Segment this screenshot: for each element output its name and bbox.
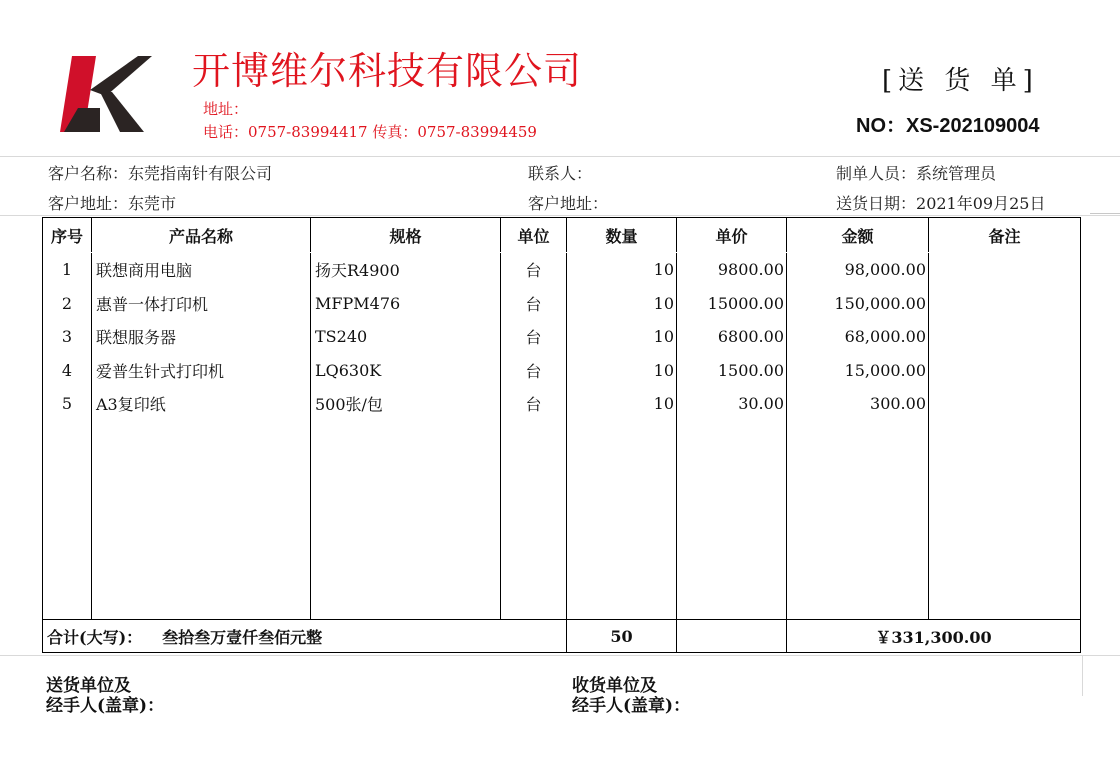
sheet-gridline xyxy=(0,215,1120,216)
table-row xyxy=(43,387,1081,421)
maker-field xyxy=(836,161,996,184)
sheet-gridline xyxy=(1082,656,1083,696)
cell-qty: 10 xyxy=(567,287,677,321)
cell-no: 1 xyxy=(43,253,92,287)
cell-spec: MFPM476 xyxy=(311,287,501,321)
cell-price: 15000.00 xyxy=(677,287,787,321)
sender-label-line1: 送货单位及 xyxy=(46,676,131,696)
total-label-cell xyxy=(43,620,567,653)
cell-note xyxy=(929,253,1081,287)
cell-qty: 10 xyxy=(567,320,677,354)
cell-note xyxy=(929,354,1081,388)
delivery-date-label: 送货日期： xyxy=(836,194,917,213)
cell-no: 2 xyxy=(43,287,92,321)
cell-amount: 15,000.00 xyxy=(787,354,929,388)
cell-amount: 68,000.00 xyxy=(787,320,929,354)
cell-price: 1500.00 xyxy=(677,354,787,388)
cell-product-name: 联想服务器 xyxy=(92,320,311,354)
cell-spec: TS240 xyxy=(311,320,501,354)
total-label: 合计(大写)： xyxy=(47,627,143,647)
column-header: 金额 xyxy=(787,218,929,253)
cell-no: 3 xyxy=(43,320,92,354)
table-row xyxy=(43,320,1081,354)
total-qty: 50 xyxy=(567,620,677,653)
column-header: 产品名称 xyxy=(92,218,311,253)
table-empty-space xyxy=(43,421,1081,620)
delivery-date-field xyxy=(836,191,1045,214)
column-header: 规格 xyxy=(311,218,501,253)
cell-no: 4 xyxy=(43,354,92,388)
cell-note xyxy=(929,320,1081,354)
cell-note xyxy=(929,387,1081,421)
total-amount-in-words: 叁拾叁万壹仟叁佰元整 xyxy=(162,627,323,647)
delivery-date-value: 2021年09月25日 xyxy=(916,194,1046,213)
table-header-row xyxy=(43,218,1081,253)
customer-name-label: 客户名称： xyxy=(48,164,129,183)
sheet-gridline xyxy=(0,156,1120,157)
sender-label-line2: 经手人(盖章)： xyxy=(46,696,165,716)
contact-label: 联系人： xyxy=(528,164,593,183)
delivery-items-table xyxy=(42,217,1081,653)
customer-address2-field xyxy=(528,191,608,214)
customer-address-label: 客户地址： xyxy=(48,194,129,213)
maker-value: 系统管理员 xyxy=(916,164,997,183)
cell-product-name: 联想商用电脑 xyxy=(92,253,311,287)
sheet-gridline xyxy=(1090,213,1120,214)
cell-product-name: 爱普生针式打印机 xyxy=(92,354,311,388)
receiver-signature-field xyxy=(572,676,690,716)
sender-signature-field xyxy=(46,676,164,716)
table-row xyxy=(43,287,1081,321)
cell-price: 6800.00 xyxy=(677,320,787,354)
table-row xyxy=(43,354,1081,388)
sheet-gridline xyxy=(0,655,1120,656)
document-title: [送 货 单] xyxy=(882,66,1039,96)
cell-product-name: A3复印纸 xyxy=(92,387,311,421)
k-logo-icon xyxy=(60,52,152,134)
table-total-row xyxy=(43,620,1081,653)
cell-spec: LQ630K xyxy=(311,354,501,388)
column-header: 单位 xyxy=(501,218,567,253)
cell-unit: 台 xyxy=(501,287,567,321)
receiver-label-line1: 收货单位及 xyxy=(572,676,657,696)
company-phone-fax: 电话：0757-83994417 传真：0757-83994459 xyxy=(203,123,537,141)
cell-spec: 扬天R4900 xyxy=(311,253,501,287)
cell-amount: 300.00 xyxy=(787,387,929,421)
company-logo xyxy=(60,52,152,134)
column-header: 备注 xyxy=(929,218,1081,253)
cell-amount: 98,000.00 xyxy=(787,253,929,287)
cell-unit: 台 xyxy=(501,253,567,287)
cell-unit: 台 xyxy=(501,320,567,354)
cell-price: 30.00 xyxy=(677,387,787,421)
column-header: 单价 xyxy=(677,218,787,253)
cell-note xyxy=(929,287,1081,321)
column-header: 数量 xyxy=(567,218,677,253)
customer-address-value: 东莞市 xyxy=(128,194,177,213)
contact-field xyxy=(528,161,592,184)
document-number: NO：XS-202109004 xyxy=(856,115,1040,137)
customer-name-value: 东莞指南针有限公司 xyxy=(128,164,273,183)
receiver-label-line2: 经手人(盖章)： xyxy=(572,696,691,716)
cell-qty: 10 xyxy=(567,253,677,287)
customer-address-field xyxy=(48,191,176,214)
cell-qty: 10 xyxy=(567,354,677,388)
cell-no: 5 xyxy=(43,387,92,421)
company-address: 地址： xyxy=(203,100,249,118)
company-name: 开博维尔科技有限公司 xyxy=(192,49,583,93)
total-price-empty xyxy=(677,620,787,653)
customer-address2-label: 客户地址： xyxy=(528,194,609,213)
cell-product-name: 惠普一体打印机 xyxy=(92,287,311,321)
column-header: 序号 xyxy=(43,218,92,253)
maker-label: 制单人员： xyxy=(836,164,917,183)
table-row xyxy=(43,253,1081,287)
cell-spec: 500张/包 xyxy=(311,387,501,421)
customer-name-field xyxy=(48,161,272,184)
cell-unit: 台 xyxy=(501,354,567,388)
total-amount: ￥331,300.00 xyxy=(787,620,1081,653)
cell-qty: 10 xyxy=(567,387,677,421)
cell-amount: 150,000.00 xyxy=(787,287,929,321)
cell-unit: 台 xyxy=(501,387,567,421)
cell-price: 9800.00 xyxy=(677,253,787,287)
